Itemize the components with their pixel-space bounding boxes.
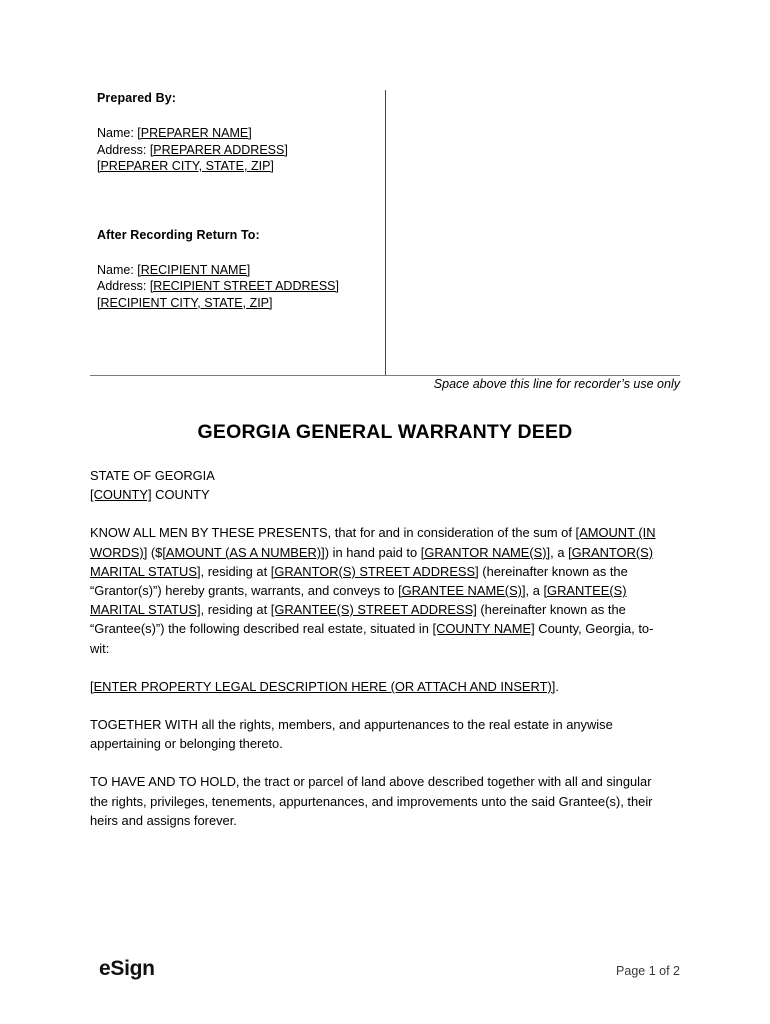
grantee-street-address-value[interactable]: [GRANTEE(S) STREET ADDRESS] — [270, 602, 477, 618]
legal-description-paragraph — [90, 677, 668, 696]
recorder-vertical-divider — [385, 90, 386, 375]
prepared-by-address-value[interactable]: [PREPARER ADDRESS] — [149, 142, 288, 157]
amount-as-number-value[interactable]: [AMOUNT (AS A NUMBER)] — [162, 544, 325, 560]
spacer — [97, 244, 382, 262]
habendum-paragraph: TO HAVE AND TO HOLD, the tract or parcel of land above described together with all and singular the rights, privileges, tenements, appurtenances, and improvements unto the said Grantee(s), their heirs and assigns forever. — [90, 774, 653, 828]
return-to-name-label: Name: — [97, 262, 138, 277]
jurisdiction-block — [90, 466, 668, 504]
prepared-by-heading: Prepared By: — [97, 91, 177, 105]
granting-clause-part7: , a — [525, 583, 544, 599]
legal-description-terminator: . — [555, 678, 559, 694]
grantee-name-value[interactable]: [GRANTEE NAME(S)] — [398, 583, 526, 599]
granting-clause-part8: , residing at — [200, 602, 271, 618]
county-suffix: COUNTY — [151, 487, 210, 503]
granting-clause-part4: , a — [550, 544, 569, 560]
granting-clause-part10: County, Georgia, to-wit: — [90, 621, 654, 656]
property-county-name-value[interactable]: [COUNTY NAME] — [432, 621, 535, 637]
county-line — [90, 485, 668, 504]
grantor-marital-status-value[interactable]: [GRANTOR(S) MARITAL STATUS] — [90, 544, 654, 579]
esign-logo: eSign — [99, 957, 155, 980]
return-to-name-value[interactable]: [RECIPIENT NAME] — [137, 262, 251, 277]
return-to-address-line — [97, 278, 382, 295]
return-to-address-value[interactable]: [RECIPIENT STREET ADDRESS] — [149, 279, 339, 293]
granting-clause-paragraph — [90, 523, 668, 657]
return-to-city-state-zip-line — [97, 295, 382, 312]
granting-clause-part9: (hereinafter known as the “Grantee(s)”) the following described real estate, situated in — [90, 602, 626, 637]
return-to-heading: After Recording Return To: — [97, 227, 260, 242]
granting-clause-part3: ) in hand paid to — [324, 544, 421, 560]
page-number-label: Page 1 of 2 — [616, 964, 680, 978]
return-to-name-line — [97, 262, 382, 279]
prepared-by-name-line — [97, 125, 382, 142]
grantor-name-value[interactable]: [GRANTOR NAME(S)] — [420, 544, 551, 560]
recorder-left-column — [97, 90, 382, 311]
granting-clause-part2: ($ — [147, 544, 163, 560]
granting-clause-part6: (hereinafter known as the “Grantor(s)”) hereby grants, warrants, and conveys to — [90, 563, 628, 599]
state-line: STATE OF GEORGIA — [90, 468, 215, 483]
prepared-by-name-label: Name: — [97, 126, 138, 140]
granting-clause-part1: KNOW ALL MEN BY THESE PRESENTS, that for and in consideration of the sum of — [90, 525, 576, 541]
spacer — [97, 107, 382, 125]
prepared-by-name-value[interactable]: [PREPARER NAME] — [137, 126, 252, 140]
return-to-city-state-zip-value[interactable]: [RECIPIENT CITY, STATE, ZIP] — [97, 295, 273, 310]
prepared-by-city-state-zip-line — [97, 158, 382, 175]
legal-description-value[interactable]: [ENTER PROPERTY LEGAL DESCRIPTION HERE (OR ATTACH AND INSERT)] — [90, 678, 556, 694]
page-title: GEORGIA GENERAL WARRANTY DEED — [197, 421, 573, 443]
together-with-paragraph: TOGETHER WITH all the rights, members, and appurtenances to the real estate in anywise appertaining or belonging thereto. — [90, 717, 613, 752]
prepared-by-city-state-zip-value[interactable]: [PREPARER CITY, STATE, ZIP] — [97, 159, 274, 173]
recorder-use-note: Space above this line for recorder’s use only — [433, 377, 680, 391]
recorder-header-block — [90, 90, 680, 375]
spacer — [97, 175, 382, 227]
county-value[interactable]: [COUNTY] — [90, 487, 152, 503]
amount-in-words-value[interactable]: [AMOUNT (IN WORDS)] — [90, 525, 656, 560]
document-body — [90, 466, 668, 849]
granting-clause-part5: , residing at — [200, 563, 271, 579]
grantee-marital-status-value[interactable]: [GRANTEE(S) MARITAL STATUS] — [90, 583, 627, 618]
prepared-by-address-line — [97, 142, 382, 159]
prepared-by-address-label: Address: — [97, 142, 150, 157]
return-to-address-label: Address: — [97, 279, 150, 293]
grantor-street-address-value[interactable]: [GRANTOR(S) STREET ADDRESS] — [270, 563, 479, 579]
